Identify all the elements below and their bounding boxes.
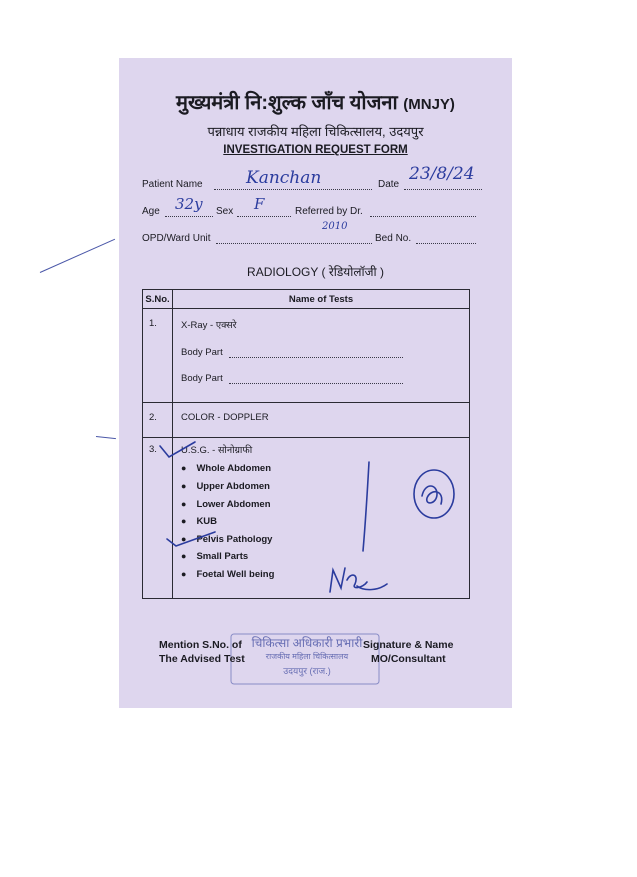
test-usg[interactable]: U.S.G. - सोनोग्राफी [181, 445, 253, 456]
age-line [165, 216, 213, 217]
usg-item-pelvis-pathology[interactable]: ● Pelvis Pathology [181, 534, 273, 545]
body-part-line-1 [229, 357, 403, 358]
opd-ward-value[interactable]: 2010 [322, 221, 348, 232]
usg-item-lower-abdomen[interactable]: ● Lower Abdomen [181, 499, 271, 510]
date-line [404, 189, 482, 190]
opd-ward-label: OPD/Ward Unit [142, 233, 211, 244]
bullet-icon: ● [181, 481, 187, 491]
stray-pen-mark [96, 436, 116, 439]
sex-label: Sex [216, 206, 234, 217]
bullet-icon: ● [181, 516, 187, 526]
usg-item-small-parts[interactable]: ● Small Parts [181, 551, 249, 562]
bed-no-label: Bed No. [375, 233, 412, 244]
usg-item-foetal-well-being[interactable]: ● Foetal Well being [181, 569, 275, 580]
bullet-icon: ● [181, 551, 187, 561]
usg-item-kub[interactable]: ● KUB [181, 516, 218, 527]
scheme-title [119, 88, 512, 115]
table-row [143, 403, 470, 438]
bullet-icon: ● [181, 569, 187, 579]
official-stamp: चिकित्सा अधिकारी प्रभारी राजकीय महिला चिकित्सालय उदयपुर (राज.) [251, 636, 363, 676]
tests-table [142, 289, 470, 599]
body-part-label-2: Body Part [181, 373, 223, 384]
hospital-name: पन्नाधाय राजकीय महिला चिकित्सालय, उदयपुर [207, 124, 424, 139]
form-sheet [119, 58, 512, 708]
bullet-icon: ● [181, 463, 187, 473]
body-part-label-1: Body Part [181, 347, 223, 358]
row-sno: 2. [143, 403, 173, 438]
col-sno-header: S.No. [143, 290, 173, 309]
signature-label: Signature & Name MO/Consultant [363, 639, 454, 665]
form-title: INVESTIGATION REQUEST FORM [223, 144, 408, 156]
usg-cell [173, 438, 470, 599]
stray-pen-mark [40, 239, 115, 273]
xray-cell [173, 309, 470, 403]
row-sno: 1. [143, 309, 173, 403]
usg-item-whole-abdomen[interactable]: ● Whole Abdomen [181, 463, 272, 474]
age-value[interactable]: 32y [175, 195, 203, 213]
mention-sno-label: Mention S.No. of The Advised Test [159, 639, 245, 665]
usg-item-upper-abdomen[interactable]: ● Upper Abdomen [181, 481, 270, 492]
scheme-title-hindi: मुख्यमंत्री नि:शुल्क जाँच योजना [176, 92, 398, 114]
col-name-header: Name of Tests [173, 290, 470, 309]
test-xray[interactable]: X-Ray - एक्सरे [181, 320, 237, 331]
date-label: Date [378, 179, 400, 190]
referred-by-line [370, 216, 476, 217]
scheme-title-abbr: (MNJY) [403, 96, 455, 113]
bullet-icon: ● [181, 499, 187, 509]
patient-name-label: Patient Name [142, 179, 203, 190]
table-row [143, 309, 470, 403]
bullet-icon: ● [181, 534, 187, 544]
table-header-row [143, 290, 470, 309]
test-color-doppler[interactable]: COLOR - DOPPLER [181, 412, 269, 423]
section-title: RADIOLOGY ( रेडियोलॉजी ) [247, 265, 384, 279]
opd-ward-line [216, 243, 372, 244]
referred-by-label: Referred by Dr. [295, 206, 363, 217]
patient-name-value[interactable]: Kanchan [246, 168, 322, 188]
row-sno: 3. [143, 438, 173, 599]
date-value[interactable]: 23/8/24 [409, 164, 475, 184]
table-row [143, 438, 470, 599]
doppler-cell [173, 403, 470, 438]
age-label: Age [142, 206, 160, 217]
sex-line [237, 216, 291, 217]
sex-value[interactable]: F [254, 195, 265, 213]
body-part-line-2 [229, 383, 403, 384]
patient-name-line [214, 189, 372, 190]
bed-no-line [416, 243, 476, 244]
